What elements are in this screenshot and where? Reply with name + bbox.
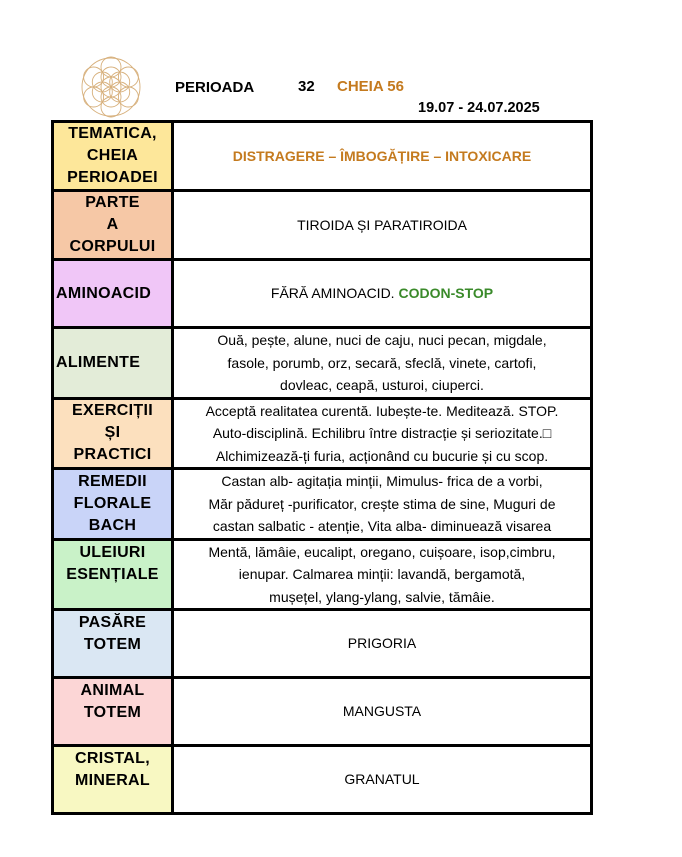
label-animal [53, 678, 173, 746]
aminoacid-text: FĂRĂ AMINOACID. [270, 285, 399, 302]
value-remedii [173, 469, 592, 540]
value-alimente [173, 328, 592, 399]
period-key: CHEIA 56 [337, 78, 404, 95]
label-uleiuri [53, 539, 173, 610]
label-line: PARTE [85, 194, 140, 211]
label-tematica [53, 122, 173, 191]
codon-stop-highlight: CODON-STOP [398, 285, 494, 302]
value-line: mușețel, ylang-ylang, salvie, tămâie. [269, 588, 495, 605]
row-alimente [53, 328, 592, 399]
label-line: ULEIURI [79, 543, 146, 561]
label-cristal [53, 746, 173, 814]
label-remedii [53, 469, 173, 540]
label-line: PERIOADEI [67, 169, 158, 186]
period-table [51, 120, 593, 815]
label-line: A [106, 216, 119, 233]
label-exercitii [53, 398, 173, 469]
label-parte [53, 191, 173, 260]
value-parte: TIROIDA ȘI PARATIROIDA [173, 191, 592, 260]
value-line: dovleac, ceapă, usturoi, ciuperci. [280, 377, 484, 393]
row-animal [53, 678, 592, 746]
value-tematica [173, 122, 592, 191]
row-pasare [53, 610, 592, 678]
value-line: ienupar. Calmarea minții: lavandă, bergamotă, [238, 566, 526, 582]
label-line: TOTEM [83, 704, 142, 721]
label-line: BACH [88, 516, 137, 534]
flower-of-life-logo-icon [77, 56, 145, 118]
value-line: Castan alb- agitația minții, Mimulus- frica de a vorbi, [221, 473, 543, 489]
label-aminoacid: AMINOACID [53, 260, 173, 328]
value-exercitii [173, 398, 592, 469]
label-line: REMEDII [78, 472, 147, 490]
label-line: MINERAL [75, 772, 150, 789]
value-aminoacid [173, 260, 592, 328]
row-remedii [53, 469, 592, 540]
label-line: TEMATICA, [68, 125, 157, 142]
label-line: FLORALE [73, 494, 152, 512]
value-cristal: GRANATUL [173, 746, 592, 814]
theme-keywords: DISTRAGERE – ÎMBOGĂȚIRE – INTOXICARE [232, 147, 532, 164]
value-line: Mentă, lămâie, eucalipt, oregano, cuișoare, isop,cimbru, [208, 543, 556, 560]
label-line: EXERCIȚII [72, 402, 153, 420]
label-line: CRISTAL, [75, 750, 150, 767]
value-animal: MANGUSTA [173, 678, 592, 746]
value-line: Alchimizează-ți furia, acționând cu bucurie și cu scop. [215, 447, 549, 464]
period-label: PERIOADA [175, 79, 255, 96]
label-pasare [53, 610, 173, 678]
label-line: ȘI [104, 424, 121, 442]
value-uleiuri [173, 539, 592, 610]
row-aminoacid [53, 260, 592, 328]
value-line: Ouă, pește, alune, nuci de caju, nuci pecan, migdale, [217, 332, 547, 348]
row-tematica [53, 122, 592, 191]
value-pasare: PRIGORIA [173, 610, 592, 678]
period-dates: 19.07 - 24.07.2025 [418, 100, 540, 116]
value-line: Acceptă realitatea curentă. Iubește-te. Meditează. STOP. [205, 402, 559, 419]
row-exercitii [53, 398, 592, 469]
label-line: CORPULUI [69, 238, 156, 255]
row-uleiuri [53, 539, 592, 610]
label-line: CHEIA [86, 147, 139, 164]
value-line: castan salbatic - atenție, Vita alba- diminuează visarea [212, 518, 552, 534]
value-line: fasole, porumb, orz, secară, sfeclă, vinete, cartofi, [227, 354, 537, 371]
period-number: 32 [298, 78, 315, 95]
label-line: ESENȚIALE [66, 565, 159, 583]
label-alimente: ALIMENTE [53, 328, 173, 399]
value-line: Auto-disciplină. Echilibru între distracție și seriozitate.□ [212, 425, 552, 441]
label-line: ANIMAL [80, 682, 145, 699]
value-line: Măr pădureț -purificator, crește stima de sine, Muguri de [208, 495, 556, 512]
row-cristal [53, 746, 592, 814]
row-parte [53, 191, 592, 260]
label-line: PRACTICI [73, 446, 152, 464]
label-line: PASĂRE [78, 614, 147, 631]
label-line: TOTEM [83, 636, 142, 653]
